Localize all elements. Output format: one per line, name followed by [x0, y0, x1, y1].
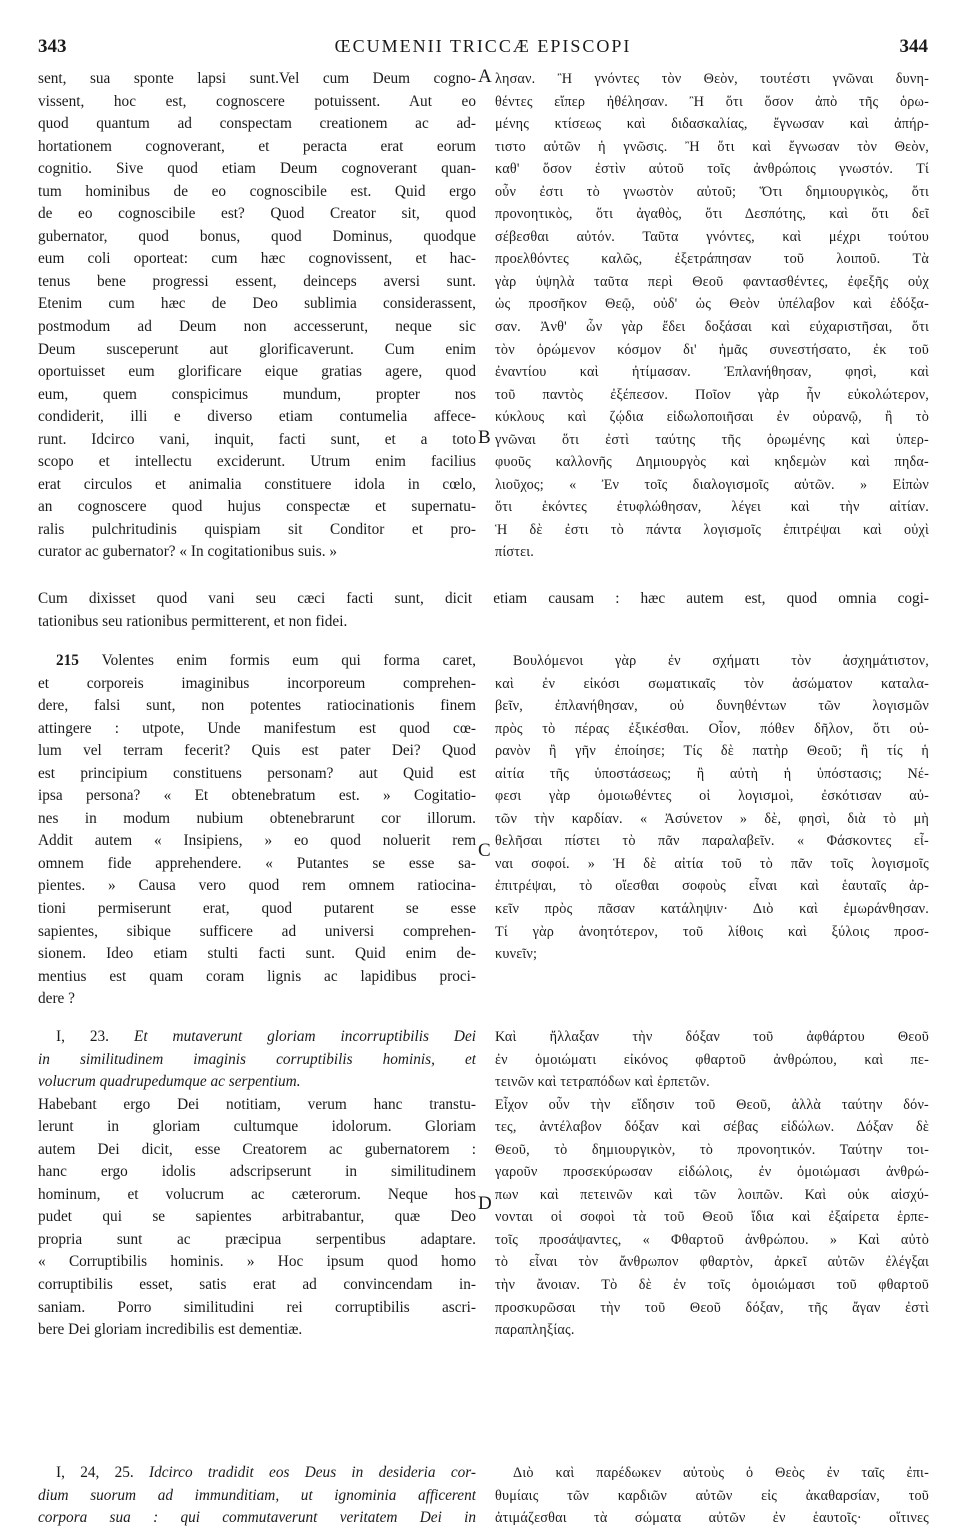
greek-line: ὡς προσῆκον Θεῷ, οὐδ' ὡς Θεὸν ὑπέλαβον καὶ ἐδόξα-: [495, 296, 929, 313]
latin-line: corruptibilis esset, satis erat ad convincendam in-: [38, 1276, 476, 1294]
running-title: ŒCUMENII TRICCÆ EPISCOPI: [334, 36, 632, 56]
latin-lemma-line: [38, 1026, 476, 1049]
margin-letter-d: D: [478, 1193, 492, 1214]
latin-line: pudet qui se sapientes arbitrabantur, quæ Deo: [38, 1208, 476, 1226]
greek-column-section-4: [495, 1462, 929, 1530]
latin-line: postmodum ad Deum non accesserunt, neque sic: [38, 318, 476, 336]
greek-line: γὰρ ὑψηλὰ ταῦτα περὶ Θεοῦ φαντασθέντες, ἐφεξῆς οὐχ: [495, 273, 929, 290]
full-width-line: Cum dixisset quod vani seu cæci facti sunt, dicit etiam causam : hæc autem est, quod omnia cogi-: [38, 590, 929, 607]
greek-column-section-1: [495, 68, 929, 564]
latin-lemma-line: volucrum quadrupedumque ac serpentium.: [38, 1073, 301, 1091]
latin-line: et corporeis imaginibus incorporeum comprehen-: [38, 674, 476, 692]
latin-line: dere, falsi sunt, non potentes ratiocinationis finem: [38, 697, 476, 715]
latin-column-section-4: [38, 1462, 476, 1530]
latin-line: omnem fide apprehendere. « Putantes se esse sa-: [38, 854, 476, 872]
greek-line: προελθόντες καλῶς, ἐξετράπησαν τοῦ λοιποῦ. Τὰ: [495, 251, 929, 268]
greek-line: τες, ἀντέλαβον δόξαν καὶ σέβας εἰδώλων. Δόξαν δὲ: [495, 1119, 929, 1136]
greek-line: θέντες εἴπερ ἠθέλησαν. Ἢ ὅτι ὅσον ἀπὸ τῆς ὁρω-: [495, 93, 929, 110]
greek-line: οὖν ἐστι τὸ γνωστὸν αὐτοῦ; Ὅτι δημιουργικὸς, ὅτι: [495, 183, 929, 200]
greek-line: Τί γὰρ ἀνοητότερον, τοῦ λίθοις καὶ ξύλοις προσ-: [495, 923, 929, 940]
greek-line: ἐπιτρέψαι, τὸ οἴεσθαι σοφοὺς εἶναι καὶ ἑαυταῖς ἀρ-: [495, 878, 929, 895]
latin-line: an cognoscere quod hujus conspectæ et supernatu-: [38, 498, 476, 516]
verse-reference: I, 23.: [56, 1028, 109, 1045]
latin-line: propria sunt ac præcipua serpentibus adaptare.: [38, 1230, 476, 1248]
greek-line: Εἶχον οὖν τὴν εἴδησιν τοῦ Θεοῦ, ἀλλὰ ταύτην δόν-: [495, 1096, 929, 1113]
greek-line: σαν. Ἀνθ' ὧν γὰρ ἔδει δοξάσαι καὶ εὐχαριστῆσαι, ὅτι: [495, 319, 929, 336]
latin-line: attingere : utpote, Unde manifestum est quod cœ-: [38, 719, 476, 737]
left-page-number: 343: [38, 36, 67, 57]
latin-line: gubernator, quod bonus, quod Dominus, quodque: [38, 227, 476, 245]
latin-lemma-line: corpora sua : qui commutaverunt veritatem Dei in: [38, 1509, 476, 1527]
greek-column-section-3: [495, 1026, 929, 1342]
latin-line: autem Dei dicit, esse Creatorem ac gubernatorem :: [38, 1140, 476, 1158]
latin-line: lerunt in gloriam cultumque idolorum. Gloriam: [38, 1118, 476, 1136]
latin-line: condiderit, illi e diverso etiam contumelia affece-: [38, 408, 476, 426]
greek-line: σέβεσθαι αὐτόν. Ταῦτα γνόντες, καὶ μέχρι τούτου: [495, 228, 929, 245]
latin-line: saniam. Porro similitudini rei corruptibilis ascri-: [38, 1298, 476, 1316]
latin-line: erat circulos et animalia constituere idola in cœlo,: [38, 475, 476, 493]
greek-line: τιστο αὐτῶν ἡ γνῶσις. Ἢ ὅτι καὶ ἔγνωσαν τὸν Θεὸν,: [495, 138, 929, 155]
latin-line: curator ac gubernator? « In cogitationibus suis. »: [38, 543, 338, 561]
latin-line: nes in modum nubium obtenebrarunt cor illorum.: [38, 809, 476, 827]
lemma-text: Et mutaverunt gloriam incorruptibilis Dei: [133, 1028, 476, 1045]
latin-line: pientes. » Causa vero quod rem omnem ratiocina-: [38, 877, 476, 895]
latin-lemma-line: dium suorum ad immunditiam, ut ignominia afficerent: [38, 1486, 476, 1504]
greek-line: κυνεῖν;: [495, 946, 538, 963]
lemma-text: Idcirco tradidit eos Deus in desideria cor-: [149, 1464, 476, 1481]
latin-line: quod quantum ad conspectam creationem ac ad-: [38, 115, 476, 133]
latin-lemma-line: in similitudinem imaginis corruptibilis hominis, et: [38, 1050, 476, 1068]
greek-line: τὴν ἄνοιαν. Τὸ δὲ ἐν τοῖς ὁμοιώμασι τοῦ φθαρτοῦ: [495, 1277, 929, 1294]
latin-line: sent, sua sponte lapsi sunt.Vel cum Deum cogno-: [38, 70, 476, 87]
greek-line: λιοῦχος; « Ἐν τοῖς διαλογισμοῖς αὐτῶν. » Εἰπὼν: [495, 476, 929, 493]
greek-column-section-2: [495, 650, 929, 966]
latin-line: vissent, hoc est, cognoscere potuissent. Aut eo: [38, 92, 476, 110]
latin-line: Deum susceperunt aut glorificaverunt. Cum enim: [38, 340, 476, 358]
greek-line: πίστει.: [495, 544, 535, 561]
greek-line: κύκλους καὶ ζῴδια εἰδωλοποιῆσαι ἐν οὐρανῷ, ἢ τὸ: [495, 409, 929, 426]
section-number: 215: [56, 652, 79, 669]
latin-line: hominum, et volucrum ac cæterorum. Neque hos: [38, 1185, 476, 1203]
margin-letter-a: A: [478, 66, 492, 87]
latin-line: de eo cognoscibile est? Quod Creator sit, quod: [38, 205, 476, 223]
latin-column-section-2: [38, 650, 476, 1011]
greek-line: ἐναντίου καὶ ἠτίμασαν. Ἐπλανήθησαν, φησὶ, καὶ: [495, 364, 929, 381]
greek-line: Θεοῦ, τὸ δημιουργικὸν, τὸ προνοητικόν. Ταύτην τοι-: [495, 1141, 929, 1158]
greek-line: γαροῦν προσεκύρωσαν εἰδώλοις, ἐν ὁμοιώμασι ἀνθρώ-: [495, 1164, 929, 1181]
latin-line: tenus bene progressi essent, deinceps aversi sunt.: [38, 272, 476, 290]
greek-line: ὅτι ἑκόντες ἐτυφλώθησαν, λέγει καὶ τὴν αἰτίαν.: [495, 499, 929, 516]
greek-line: λησαν. Ἢ γνόντες τὸν Θεὸν, τουτέστι γνῶναι δυνη-: [495, 71, 929, 87]
greek-line: ἀτιμάζεσθαι τὰ σώματα αὐτῶν ἐν ἑαυτοῖς· οἵτινες: [495, 1510, 929, 1527]
latin-line: [38, 650, 476, 673]
latin-line: ipsa persona? « Et obtenebratum est. » Cogitatio-: [38, 787, 476, 805]
greek-line: βεῖν, ἐπλανήθησαν, οὐ δυνηθέντων τῶν λογισμῶν: [495, 698, 929, 715]
greek-line: γνῶναι ὅτι ἐστὶ ταύτης τῆς ὁρωμένης καὶ ὑπερ-: [495, 431, 929, 448]
greek-line: καὶ ἐν εἰκόσι σωματικαῖς τὸν ἀσώματον καταλα-: [495, 675, 929, 692]
latin-line: Habebant ergo Dei notitiam, verum hanc transtu-: [38, 1095, 476, 1113]
greek-lemma-line: τεινῶν καὶ τετραπόδων καὶ ἑρπετῶν.: [495, 1074, 710, 1091]
greek-line: Βουλόμενοι γὰρ ἐν σχήματι τὸν ἀσχημάτιστον,: [513, 653, 929, 669]
latin-line: sapientes, sibique sufficere ad universi comprehen-: [38, 922, 476, 940]
latin-line: eum coli oporteat: cum hæc cognovissent, et hac-: [38, 250, 476, 268]
latin-column-section-1: [38, 68, 476, 564]
latin-line: lum vel terram fecerit? Quis est pater Dei? Quod: [38, 742, 476, 760]
greek-line: κεῖν πρὸς πᾶσαν κατάληψιν· Διὸ καὶ ἐμωράνθησαν.: [495, 901, 929, 918]
margin-letter-c: C: [478, 840, 491, 861]
latin-line: Etenim cum hæc de Deo sublimia considerassent,: [38, 295, 476, 313]
latin-line: oportuisset eum glorificare eique gratias agere, quod: [38, 363, 476, 381]
greek-line: προσκυρῶσαι τὴν τοῦ Θεοῦ δόξαν, τῆς ἄγαν ἐστὶ: [495, 1299, 929, 1316]
full-width-line: tationibus seu rationibus permitterent, et non fidei.: [38, 612, 348, 630]
greek-line: ναι σοφοί. » Ἡ δὲ αἰτία τοῦ τὸ πᾶν τοῖς λογισμοῖς: [495, 855, 929, 872]
greek-line: μένης κτίσεως καὶ διδασκαλίας, ἔγνωσαν καὶ ἀπήρ-: [495, 116, 929, 133]
greek-lemma-line: ἐν ὁμοιώματι εἰκόνος φθαρτοῦ ἀνθρώπου, καὶ πε-: [495, 1051, 929, 1068]
greek-line: τὸ εἶναι τὸν ἄνθρωπον φθαρτὸν, ἀρκεῖ αὐτῶν ἐλέγξαι: [495, 1254, 929, 1271]
latin-line: dere ?: [38, 990, 75, 1008]
greek-line: τοῖς προσάψαντες, « Φθαρτοῦ ἀνθρώπου. » Καὶ αὐτὸ: [495, 1231, 929, 1248]
latin-line: Addit autem « Insipiens, » eo quod noluerit rem: [38, 832, 476, 850]
greek-line: τῶν τὴν καρδίαν. « Ἀσύνετον » δὲ, φησὶ, διὰ τὸ μὴ: [495, 810, 929, 827]
latin-line: scopo et intellectu exciderunt. Utrum enim facilius: [38, 453, 476, 471]
greek-line: θυμίαις τῶν καρδιῶν αὐτῶν εἰς ἀκαθαρσίαν, τοῦ: [495, 1487, 929, 1504]
margin-letter-b: B: [478, 427, 491, 448]
latin-line-text: Volentes enim formis eum qui forma caret,: [101, 652, 476, 669]
greek-line: νονται οἱ σοφοὶ τὰ τοῦ Θεοῦ ἴδια καὶ ἐξαίρετα ἑρπε-: [495, 1209, 929, 1226]
greek-line: καθ' ὅσον ἐστὶν αὐτοῦ τοῖς ἀνθρώποις γνωστόν. Τί: [495, 161, 929, 178]
latin-line: tioni permiserunt erat, quod putarent se esse: [38, 900, 476, 918]
greek-line: Ἡ δὲ ἐστι τὸ πάντα λογισμοῖς ἐπιτρέψαι καὶ οὐχὶ: [495, 521, 929, 538]
greek-line: τοῦ παντὸς ἐξέπεσον. Ποῖον γὰρ ἦν εὐκολώτερον,: [495, 386, 929, 403]
greek-line: φεσι γὰρ ὁμοιωθέντες οἱ λογισμοὶ, ἐσκότισαν αὐ-: [495, 788, 929, 805]
latin-column-section-3: [38, 1026, 476, 1342]
latin-line: « Corruptibilis hominis. » Hoc ipsum quod homo: [38, 1253, 476, 1271]
greek-line: τὸν ὁρώμενον κόσμον δι' ἡμᾶς συνεστήσατο, ἐκ τοῦ: [495, 341, 929, 358]
latin-line: hanc ergo idolis adscripserunt in similitudinem: [38, 1163, 476, 1181]
greek-line: ρανὸν ἢ γῆν ἐποίησε; Τίς δὲ πατὴρ Θεοῦ; ἢ τίς ἡ: [495, 743, 929, 760]
latin-line: cognitio. Sive quod etiam Deum cognoverant quan-: [38, 160, 476, 178]
greek-line: παραπληξίας.: [495, 1322, 575, 1339]
greek-line: πων καὶ πετεινῶν καὶ τῶν λοιπῶν. Καὶ οὐκ αἰσχύ-: [495, 1186, 929, 1203]
latin-line: eum, quem conspicimus mundum, propter nos: [38, 385, 476, 403]
right-page-number: 344: [899, 36, 928, 57]
latin-lemma-line: [38, 1462, 476, 1485]
latin-line: hortationem cognoverant, et peracta erat eorum: [38, 137, 476, 155]
greek-lemma-line: Καὶ ἤλλαξαν τὴν δόξαν τοῦ ἀφθάρτου Θεοῦ: [495, 1029, 929, 1045]
latin-line: bere Dei gloriam incredibilis est dementiæ.: [38, 1321, 303, 1339]
latin-line: tum hominibus de eo cognoscibile est. Quid ergo: [38, 182, 476, 200]
latin-line: est principium constituens personam? aut Quid est: [38, 764, 476, 782]
latin-line: mentius est quam coram lignis ac lapidibus proci-: [38, 967, 476, 985]
verse-reference: I, 24, 25.: [56, 1464, 134, 1481]
greek-line: αἰτία τῆς ὑποστάσεως; ἢ αὐτὴ ἡ ὑπόστασις; Νέ-: [495, 765, 929, 782]
full-width-passage: [38, 588, 929, 633]
greek-line: πρὸς τὸ πέρας ἐξικέσθαι. Οἷον, πόθεν δῆλον, ὅτι οὐ-: [495, 720, 929, 737]
greek-line: φυοῦς καλλονῆς Δημιουργὸς καὶ κηδεμὼν καὶ πηδα-: [495, 454, 929, 471]
greek-line: προνοητικὸς, ὅτι ἀγαθὸς, ὅτι Δεσπότης, καὶ ὅτι δεῖ: [495, 206, 929, 223]
running-header: [38, 36, 928, 62]
latin-line: sionem. Ideo etiam stulti facti sunt. Quid enim de-: [38, 945, 476, 963]
greek-line: Διὸ καὶ παρέδωκεν αὐτοὺς ὁ Θεὸς ἐν ταῖς ἐπι-: [513, 1465, 929, 1481]
latin-line: ralis pulchritudinis quispiam sit Conditor et pro-: [38, 520, 476, 538]
latin-line: runt. Idcirco vani, inquit, facti sunt, et a toto: [38, 430, 476, 448]
greek-line: θελῆσαι πίστει τὸ πᾶν παραλαβεῖν. « Φάσκοντες εἶ-: [495, 833, 929, 850]
